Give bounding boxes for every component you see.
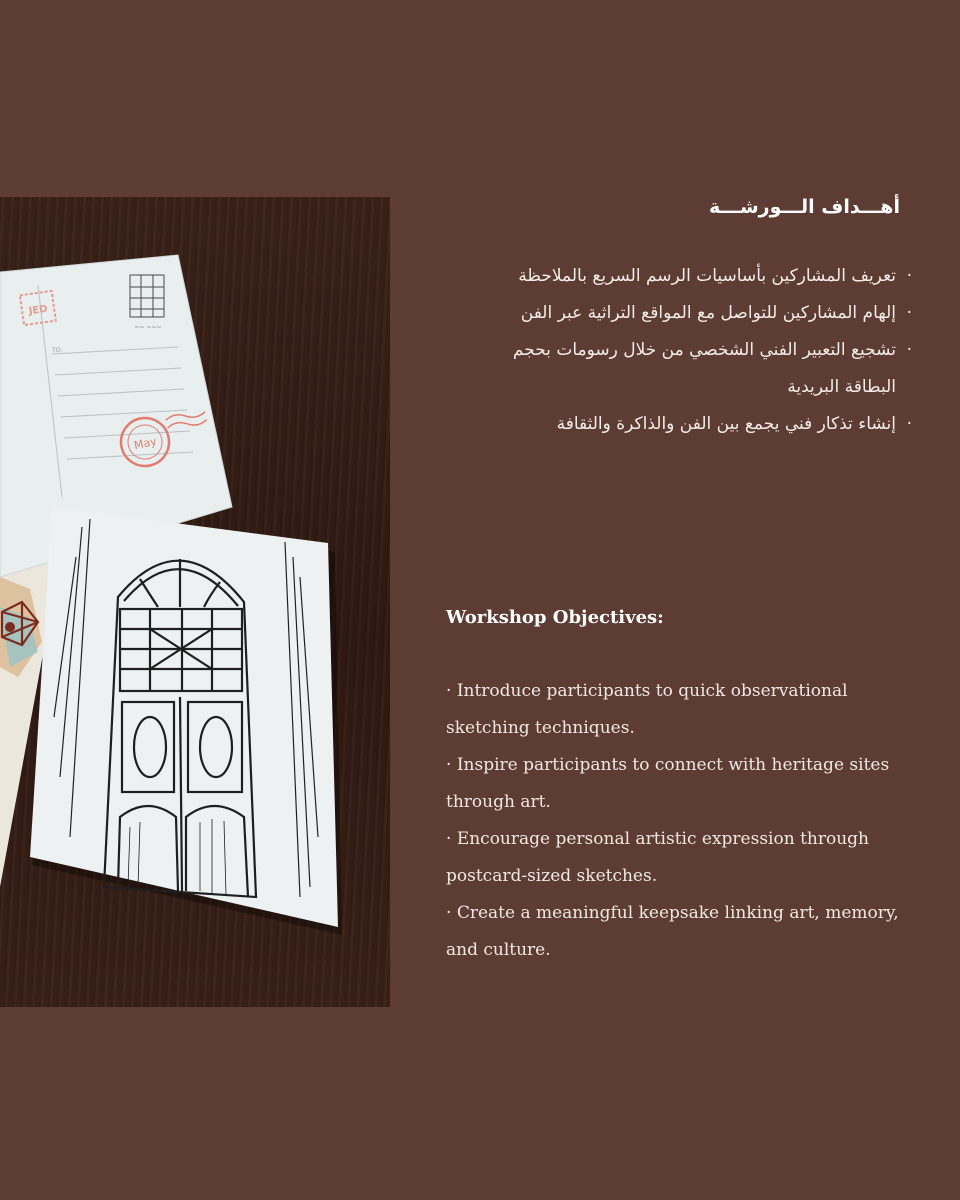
postcard-illustration [0, 197, 390, 1007]
english-objectives-list [446, 673, 916, 969]
postcard-photo [0, 197, 390, 1007]
to-label: TO: [52, 347, 63, 354]
english-title: Workshop Objectives: [446, 607, 664, 628]
arabic-objectives-list [472, 258, 912, 443]
arabic-title: أهـــداف الـــورشـــة [708, 196, 900, 218]
list-item: · Introduce participants to quick observational sketching techniques. [446, 673, 916, 747]
stamp-label: JED [28, 303, 49, 318]
list-item: · تشجيع التعبير الفني الشخصي من خلال رسومات بحجم البطاقة البريدية [472, 332, 912, 406]
list-item: · إلهام المشاركين للتواصل مع المواقع التراثية عبر الفن [472, 295, 912, 332]
postmark-label: May [132, 434, 158, 453]
list-item: · تعريف المشاركين بأساسيات الرسم السريع بالملاحظة [472, 258, 912, 295]
list-item: · Inspire participants to connect with heritage sites through art. [446, 747, 916, 821]
svg-text:~~ ~~~: ~~ ~~~ [134, 324, 162, 331]
list-item: · Encourage personal artistic expression through postcard-sized sketches. [446, 821, 916, 895]
list-item: · إنشاء تذكار فني يجمع بين الفن والذاكرة والثقافة [472, 406, 912, 443]
list-item: · Create a meaningful keepsake linking art, memory, and culture. [446, 895, 916, 969]
door-sketch-postcard [30, 507, 338, 927]
